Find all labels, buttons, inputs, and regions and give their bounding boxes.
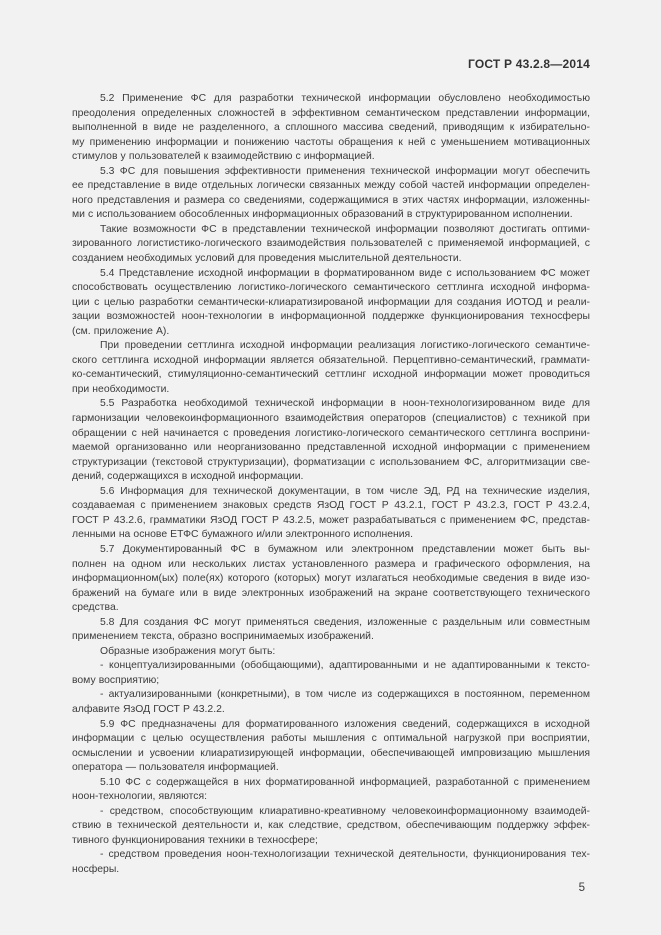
text-line: ноон-технологии, являются:	[72, 791, 208, 803]
text-line: стимулов у пользователей к взаимодействию с информацией.	[72, 151, 375, 163]
text-line: 5.9 ФС предназначены для форматированного изложения сведений, содержащихся в исходной	[100, 718, 590, 730]
paragraph	[72, 805, 590, 849]
text-line: При проведении сеттлинга исходной информации реализация логистико-логического семантиче-	[100, 340, 590, 352]
text-line: 5.8 Для создания ФС могут применяться сведения, изложенные с раздельным или совместным	[100, 616, 590, 628]
text-line: бражений на бумаге или в виде электронных изображений на экране соответствующего технического	[72, 587, 590, 599]
text-line: осмыслении и усвоении клиаратизирующей информации, обеспечивающей импровизацию мышления	[72, 747, 590, 759]
text-line: гармонизации человекоинформационного взаимодействия операторов (специалистов) с техникой при	[72, 413, 590, 425]
text-line: - средством, способствующим клиаративно-креативному человекоинформационному взаимодей-	[100, 805, 590, 817]
text-line: ми с использованием обособленных информационных образований в структурированном исполнении.	[72, 209, 573, 221]
paragraph	[72, 339, 590, 397]
text-line: ного представления и размера со сведениями, содержащимися в этих частях информации, изложенны-	[72, 194, 590, 206]
paragraph	[72, 397, 590, 484]
text-line: информационном(ых) поле(ях) которого (которых) могут излагаться необходимые сведения в виде изо-	[72, 573, 590, 585]
text-line: применением текста, образно воспринимаемых изображений.	[72, 631, 374, 643]
text-line: структуризации (текстовой структуризации), форматизации с использованием ФС, алгоритмизации све-	[72, 456, 590, 468]
text-line: ее представление в виде отдельных логически связанных между собой частей информации определен-	[72, 180, 590, 192]
text-line: 5.4 Представление исходной информации в форматированном виде с использованием ФС может	[100, 267, 590, 279]
text-line: дений, содержащихся в исходной информации.	[72, 471, 304, 483]
text-line: Такие возможности ФС в представлении технической информации позволяют достигать оптими-	[100, 223, 590, 235]
page-number: 5	[578, 882, 585, 894]
text-line: 5.10 ФС с содержащейся в них форматированной информацией, разработанной с применением	[100, 776, 590, 788]
text-line: вому восприятию;	[72, 674, 160, 686]
paragraph	[72, 776, 590, 805]
text-line: 5.6 Информация для технической документации, в том числе ЭД, РД на технические изделия,	[100, 485, 590, 497]
text-line: преодоления определенных сложностей в эффективном семантическом представлении информации,	[72, 107, 590, 119]
paragraph	[72, 848, 590, 877]
paragraph	[72, 645, 590, 660]
paragraph	[72, 718, 590, 776]
document-body	[72, 92, 590, 878]
paragraph	[72, 223, 590, 267]
text-line: алфавите ЯзОД ГОСТ Р 43.2.2.	[72, 703, 225, 715]
paragraph	[72, 165, 590, 223]
text-line: способствовать осуществлению логистико-логического семантического сеттлинга исходной информа-	[72, 282, 590, 294]
text-line: ленными на основе ЕТФС бумажного и/или электронного исполнения.	[72, 529, 414, 541]
text-line: ко-семантический, стимуляционно-семантический сеттлинг исходной информации может проводиться	[72, 369, 590, 381]
paragraph	[72, 543, 590, 616]
text-line: зации возможностей ноон-технологии в информационной поддержке функционирования техносферы	[72, 311, 590, 323]
text-line: создаваемая с применением знаковых средств ЯзОД ГОСТ Р 43.2.1, ГОСТ Р 43.2.3, ГОСТ Р 43.2.4,	[72, 500, 590, 512]
text-line: обращении с ней начинается с проведения логистико-логического семантического сеттлинга восприни-	[72, 427, 590, 439]
text-line: средства.	[72, 602, 119, 614]
text-line: оператора — пользователя информацией.	[72, 762, 279, 774]
text-line: маемой организованно или неорганизованно представленной исходной информации с применением	[72, 442, 590, 454]
text-line: полнен на одном или нескольких листах установленного размера и графического оформления, на	[72, 558, 590, 570]
text-line: Образные изображения могут быть:	[100, 645, 276, 657]
text-line: ствию в технической деятельности и, как следствие, средством, обеспечивающим поддержку эффек-	[72, 820, 590, 832]
text-line: тивного функционирования техники в техносфере;	[72, 834, 318, 846]
text-line: 5.7 Документированный ФС в бумажном или электронном представлении может быть вы-	[100, 543, 590, 555]
paragraph	[72, 267, 590, 340]
text-line: ции с целью разработки семантически-клиаратизированой информации для создания ИОТОД и реали-	[72, 296, 590, 308]
text-line: информации с целью осуществления работы мышления с оптимальной нагрузкой при восприятии,	[72, 733, 590, 745]
paragraph	[72, 485, 590, 543]
text-line: при необходимости.	[72, 383, 170, 395]
text-line: 5.2 Применение ФС для разработки технической информации обусловлено необходимостью	[100, 93, 590, 104]
text-line: му применению информации и понижению частоты обращения к ней с уменьшением мотивационных	[72, 136, 590, 148]
text-line: 5.5 Разработка необходимой технической информации в ноон-технологизированном виде для	[100, 398, 590, 410]
paragraph	[72, 92, 590, 165]
text-line: зированного логистистико-логического взаимодействия пользователей с применяемой информацией, с	[72, 238, 590, 250]
text-line: - средством проведения ноон-технологизации технической деятельности, функционирования тех-	[100, 849, 590, 861]
document-header: ГОСТ Р 43.2.8—2014	[467, 57, 590, 71]
text-line: - актуализированными (конкретными), в том числе из содержащихся в постоянном, переменном	[100, 689, 590, 701]
paragraph	[72, 616, 590, 645]
text-line: носферы.	[72, 863, 120, 875]
text-line: созданием необходимых условий для проведения мыслительной деятельности.	[72, 253, 462, 265]
text-line: ГОСТ Р 43.2.6, грамматики ЯзОД ГОСТ Р 43.2.5, может разрабатываться с применением ФС, представ-	[72, 514, 590, 526]
text-line: ского сеттлинга исходной информации является обязательной. Перцептивно-семантический, граммати-	[72, 354, 590, 366]
paragraph	[72, 659, 590, 688]
text-line: выполненной в виде не разделенного, а сплошного массива сведений, приводящим к избирательно-	[72, 122, 590, 134]
text-line: 5.3 ФС для повышения эффективности применения технической информации могут обеспечить	[100, 165, 590, 177]
paragraph	[72, 688, 590, 717]
text-line: - концептуализированными (обобщающими), адаптированными и не адаптированными к тексто-	[100, 660, 590, 672]
text-line: (см. приложение А).	[72, 325, 170, 337]
